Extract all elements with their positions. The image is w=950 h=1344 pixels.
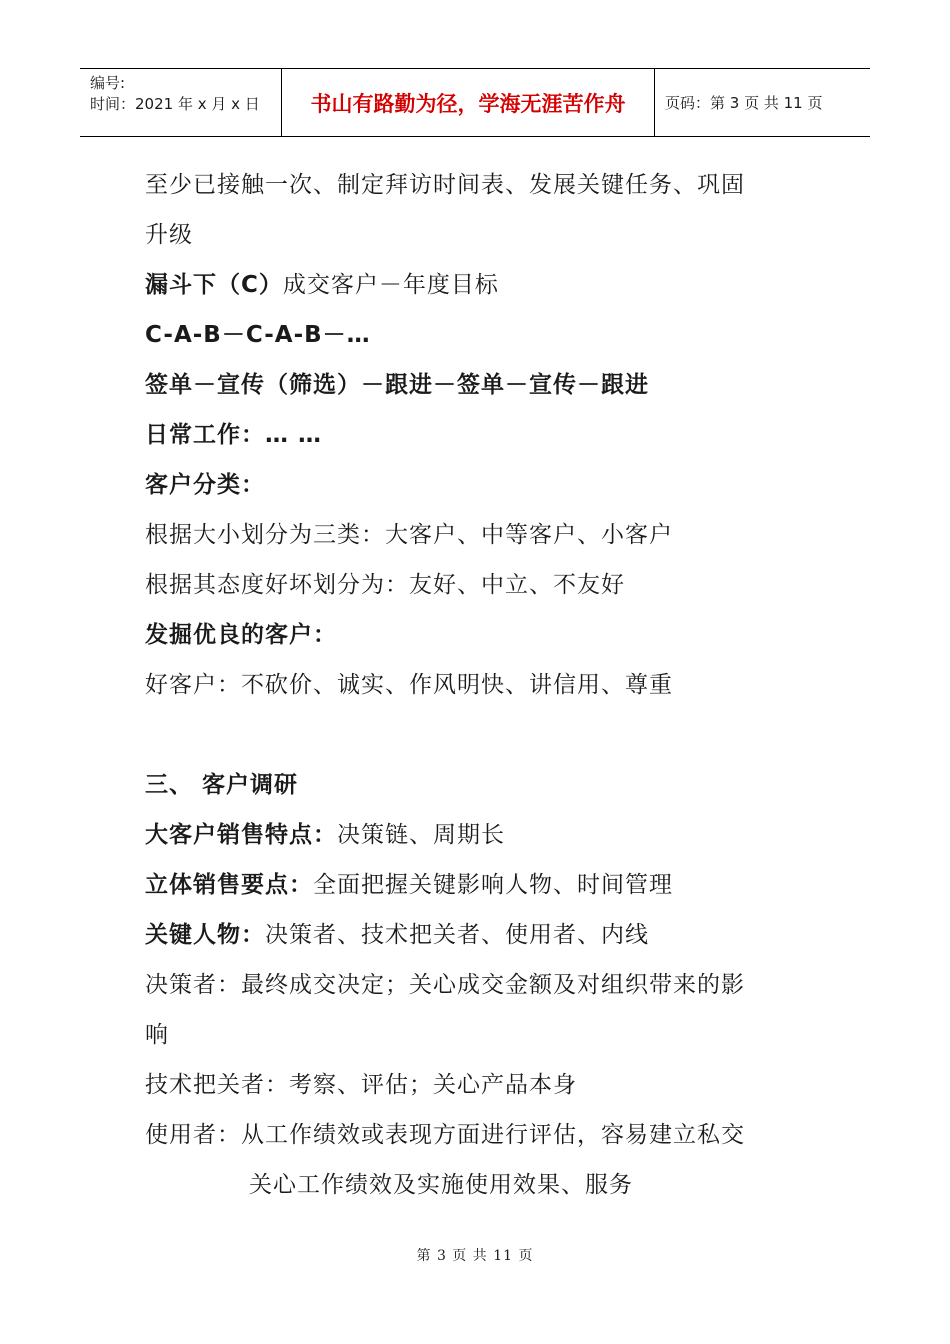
funnel-bottom-line [145,260,825,310]
text-line: 使用者：从工作绩效或表现方面进行评估，容易建立私交 [145,1122,745,1148]
funnel-bottom-text: 成交客户－年度目标 [282,272,499,298]
process-line: 签单－宣传（筛选）－跟进－签单－宣传－跟进 [145,372,649,398]
text-line: 升级 [145,222,193,248]
customer-classification-heading: 客户分类： [145,472,265,498]
header-meta [80,69,282,136]
key-people-line [145,910,825,960]
selling-points-text: 全面把握关键影响人物、时间管理 [313,872,673,898]
daily-work-heading: 日常工作：… … [145,422,323,448]
good-customer-heading: 发掘优良的客户： [145,622,337,648]
funnel-bottom-label: 漏斗下（C） [145,272,283,298]
selling-points-line [145,860,825,910]
text-line: 好客户：不砍价、诚实、作风明快、讲信用、尊重 [145,672,673,698]
header-number-label: 编号: [90,74,126,92]
header-motto: 书山有路勤为径，学海无涯苦作舟 [282,69,655,136]
text-line: 技术把关者：考察、评估；关心产品本身 [145,1072,577,1098]
text-line: 响 [145,1022,169,1048]
selling-points-label: 立体销售要点： [145,872,313,898]
section-heading: 三、 客户调研 [145,772,299,798]
key-people-text: 决策者、技术把关者、使用者、内线 [265,922,649,948]
cycle-line: C-A-B－C-A-B－… [145,322,371,348]
spacer [145,710,825,760]
key-people-label: 关键人物： [145,922,265,948]
key-account-text: 决策链、周期长 [337,822,505,848]
header-page-info: 页码：第 3 页 共 11 页 [665,94,823,112]
text-line: 决策者：最终成交决定；关心成交金额及对组织带来的影 [145,972,745,998]
text-line: 至少已接触一次、制定拜访时间表、发展关键任务、巩固 [145,172,745,198]
page-header [80,68,870,137]
page-footer: 第 3 页 共 11 页 [416,1248,534,1264]
header-date: 时间：2021 年 x 月 x 日 [90,95,260,113]
text-line: 根据其态度好坏划分为：友好、中立、不友好 [145,572,625,598]
text-line: 关心工作绩效及实施使用效果、服务 [249,1172,633,1198]
key-account-line [145,810,825,860]
key-account-label: 大客户销售特点： [145,822,337,848]
document-body [145,160,825,1210]
text-line: 根据大小划分为三类：大客户、中等客户、小客户 [145,522,673,548]
